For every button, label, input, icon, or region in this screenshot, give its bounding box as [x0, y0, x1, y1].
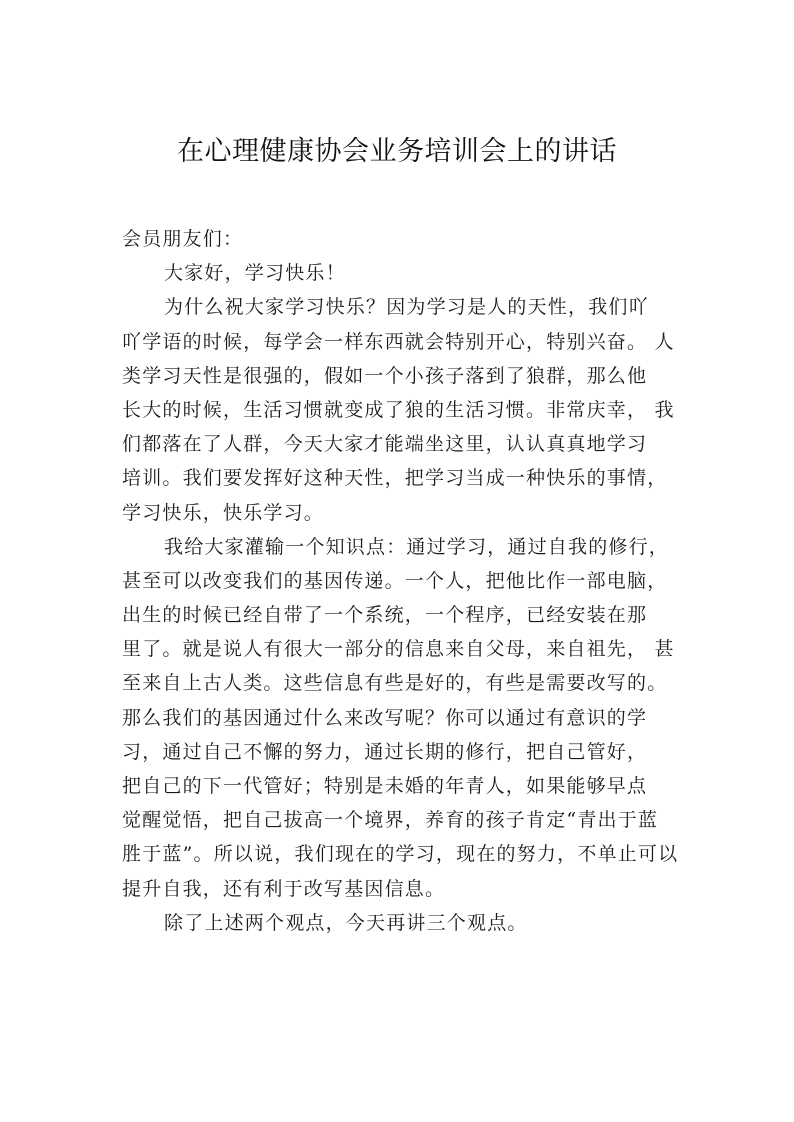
text-line: 习，通过自己不懈的努力，通过长期的修行，把自己管好，: [122, 740, 648, 763]
text-line: 会员朋友们：: [122, 228, 244, 250]
text-line: 出生的时候已经自带了一个系统，一个程序，已经安装在那: [122, 604, 648, 627]
text-line: 胜于蓝”。所以说，我们现在的学习，现在的努力，不单止可以: [122, 843, 679, 866]
text-line: 除了上述两个观点，今天再讲三个观点。: [164, 911, 528, 934]
text-line: 吖学语的时候，每学会一样东西就会特别开心，特别兴奋。 人: [122, 330, 675, 353]
text-line: 学习快乐，快乐学习。: [122, 501, 325, 524]
text-line: 长大的时候，生活习惯就变成了狼的生活习惯。非常庆幸， 我: [122, 398, 675, 421]
text-line: 那么我们的基因通过什么来改写呢？你可以通过有意识的学: [122, 706, 648, 729]
text-line: 大家好，学习快乐！: [164, 262, 346, 285]
document-body: [122, 222, 687, 940]
text-line: 里了。就是说人有很大一部分的信息来自父母，来自祖先， 甚: [122, 638, 675, 661]
text-line: 类学习天性是很强的，假如一个小孩子落到了狼群，那么他: [122, 364, 648, 387]
text-line: 们都落在了人群，今天大家才能端坐这里，认认真真地学习: [122, 433, 648, 456]
text-line: 我给大家灌输一个知识点：通过学习，通过自我的修行，: [164, 535, 670, 558]
text-line: 甚至可以改变我们的基因传递。一个人，把他比作一部电脑，: [122, 569, 668, 592]
text-line: 提升自我，还有利于改写基因信息。: [122, 877, 446, 900]
text-line: 觉醒觉悟，把自己拔高一个境界，养育的孩子肯定“青出于蓝: [122, 809, 659, 832]
text-line: 至来自上古人类。这些信息有些是好的，有些是需要改写的。: [122, 672, 668, 695]
text-line: 把自己的下一代管好；特别是未婚的年青人，如果能够早点: [122, 775, 648, 797]
document-title: 在心理健康协会业务培训会上的讲话: [177, 136, 617, 167]
text-line: 培训。我们要发挥好这种天性，把学习当成一种快乐的事情，: [122, 467, 668, 490]
text-line: 为什么祝大家学习快乐？因为学习是人的天性，我们吖: [164, 296, 649, 319]
